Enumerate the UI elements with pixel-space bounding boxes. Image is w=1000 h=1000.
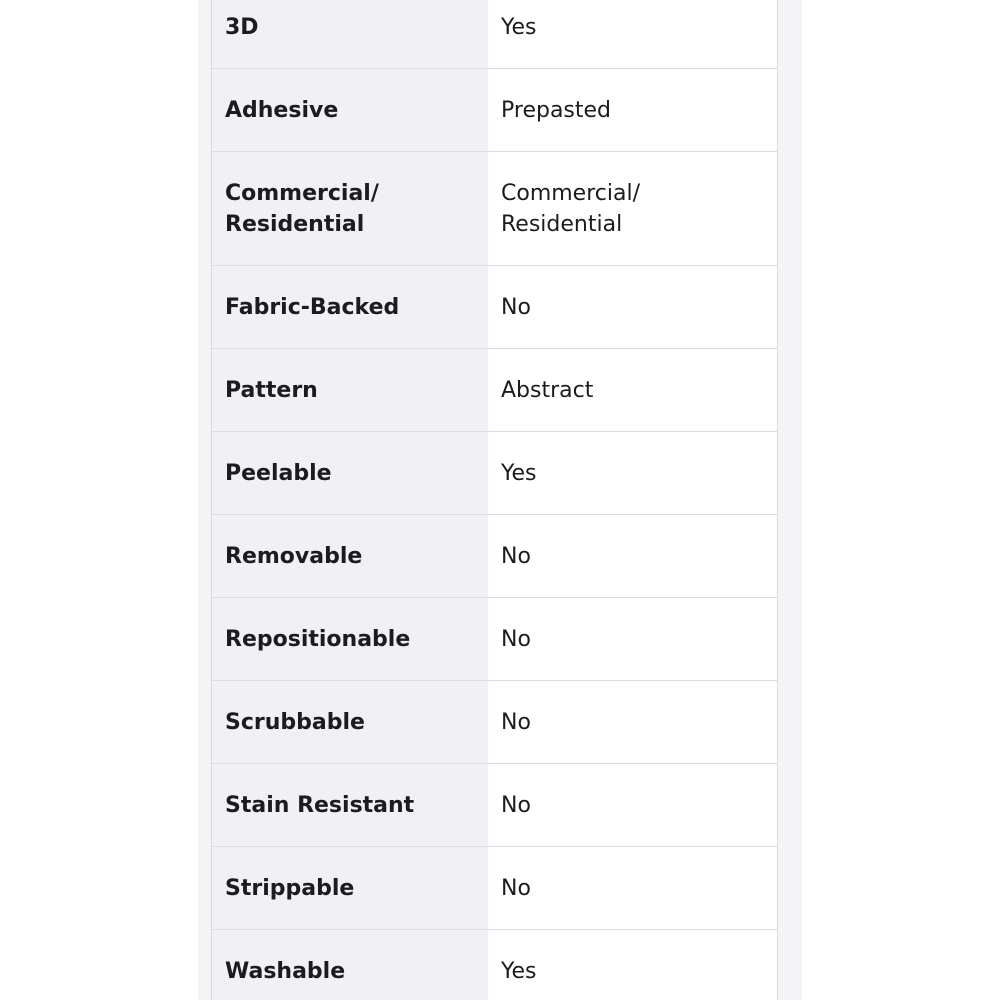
spec-value: No [488,515,777,597]
spec-row-commercial-residential [212,152,777,266]
spec-label: Commercial/ Residential [212,152,488,265]
spec-row-washable [212,930,777,1000]
spec-label: Washable [212,930,488,1000]
spec-label: Repositionable [212,598,488,680]
spec-label: Pattern [212,349,488,431]
spec-value: Yes [488,0,777,68]
spec-value: Abstract [488,349,777,431]
spec-row-stain-resistant [212,764,777,847]
spec-row-pattern [212,349,777,432]
spec-label: Fabric-Backed [212,266,488,348]
spec-value: No [488,764,777,846]
spec-row-3d [212,0,777,69]
spec-label: 3D [212,0,488,68]
spec-row-adhesive [212,69,777,152]
spec-value: Yes [488,432,777,514]
spec-label: Strippable [212,847,488,929]
spec-row-peelable [212,432,777,515]
spec-value: No [488,266,777,348]
spec-row-removable [212,515,777,598]
spec-label: Peelable [212,432,488,514]
spec-row-scrubbable [212,681,777,764]
spec-label: Adhesive [212,69,488,151]
spec-value: Commercial/ Residential [488,152,777,265]
spec-value: Prepasted [488,69,777,151]
spec-label: Stain Resistant [212,764,488,846]
spec-row-strippable [212,847,777,930]
spec-value: No [488,847,777,929]
spec-row-repositionable [212,598,777,681]
spec-value: No [488,598,777,680]
spec-label: Removable [212,515,488,597]
spec-row-fabric-backed [212,266,777,349]
specifications-table [211,0,778,1000]
spec-value: No [488,681,777,763]
spec-label: Scrubbable [212,681,488,763]
spec-value: Yes [488,930,777,1000]
